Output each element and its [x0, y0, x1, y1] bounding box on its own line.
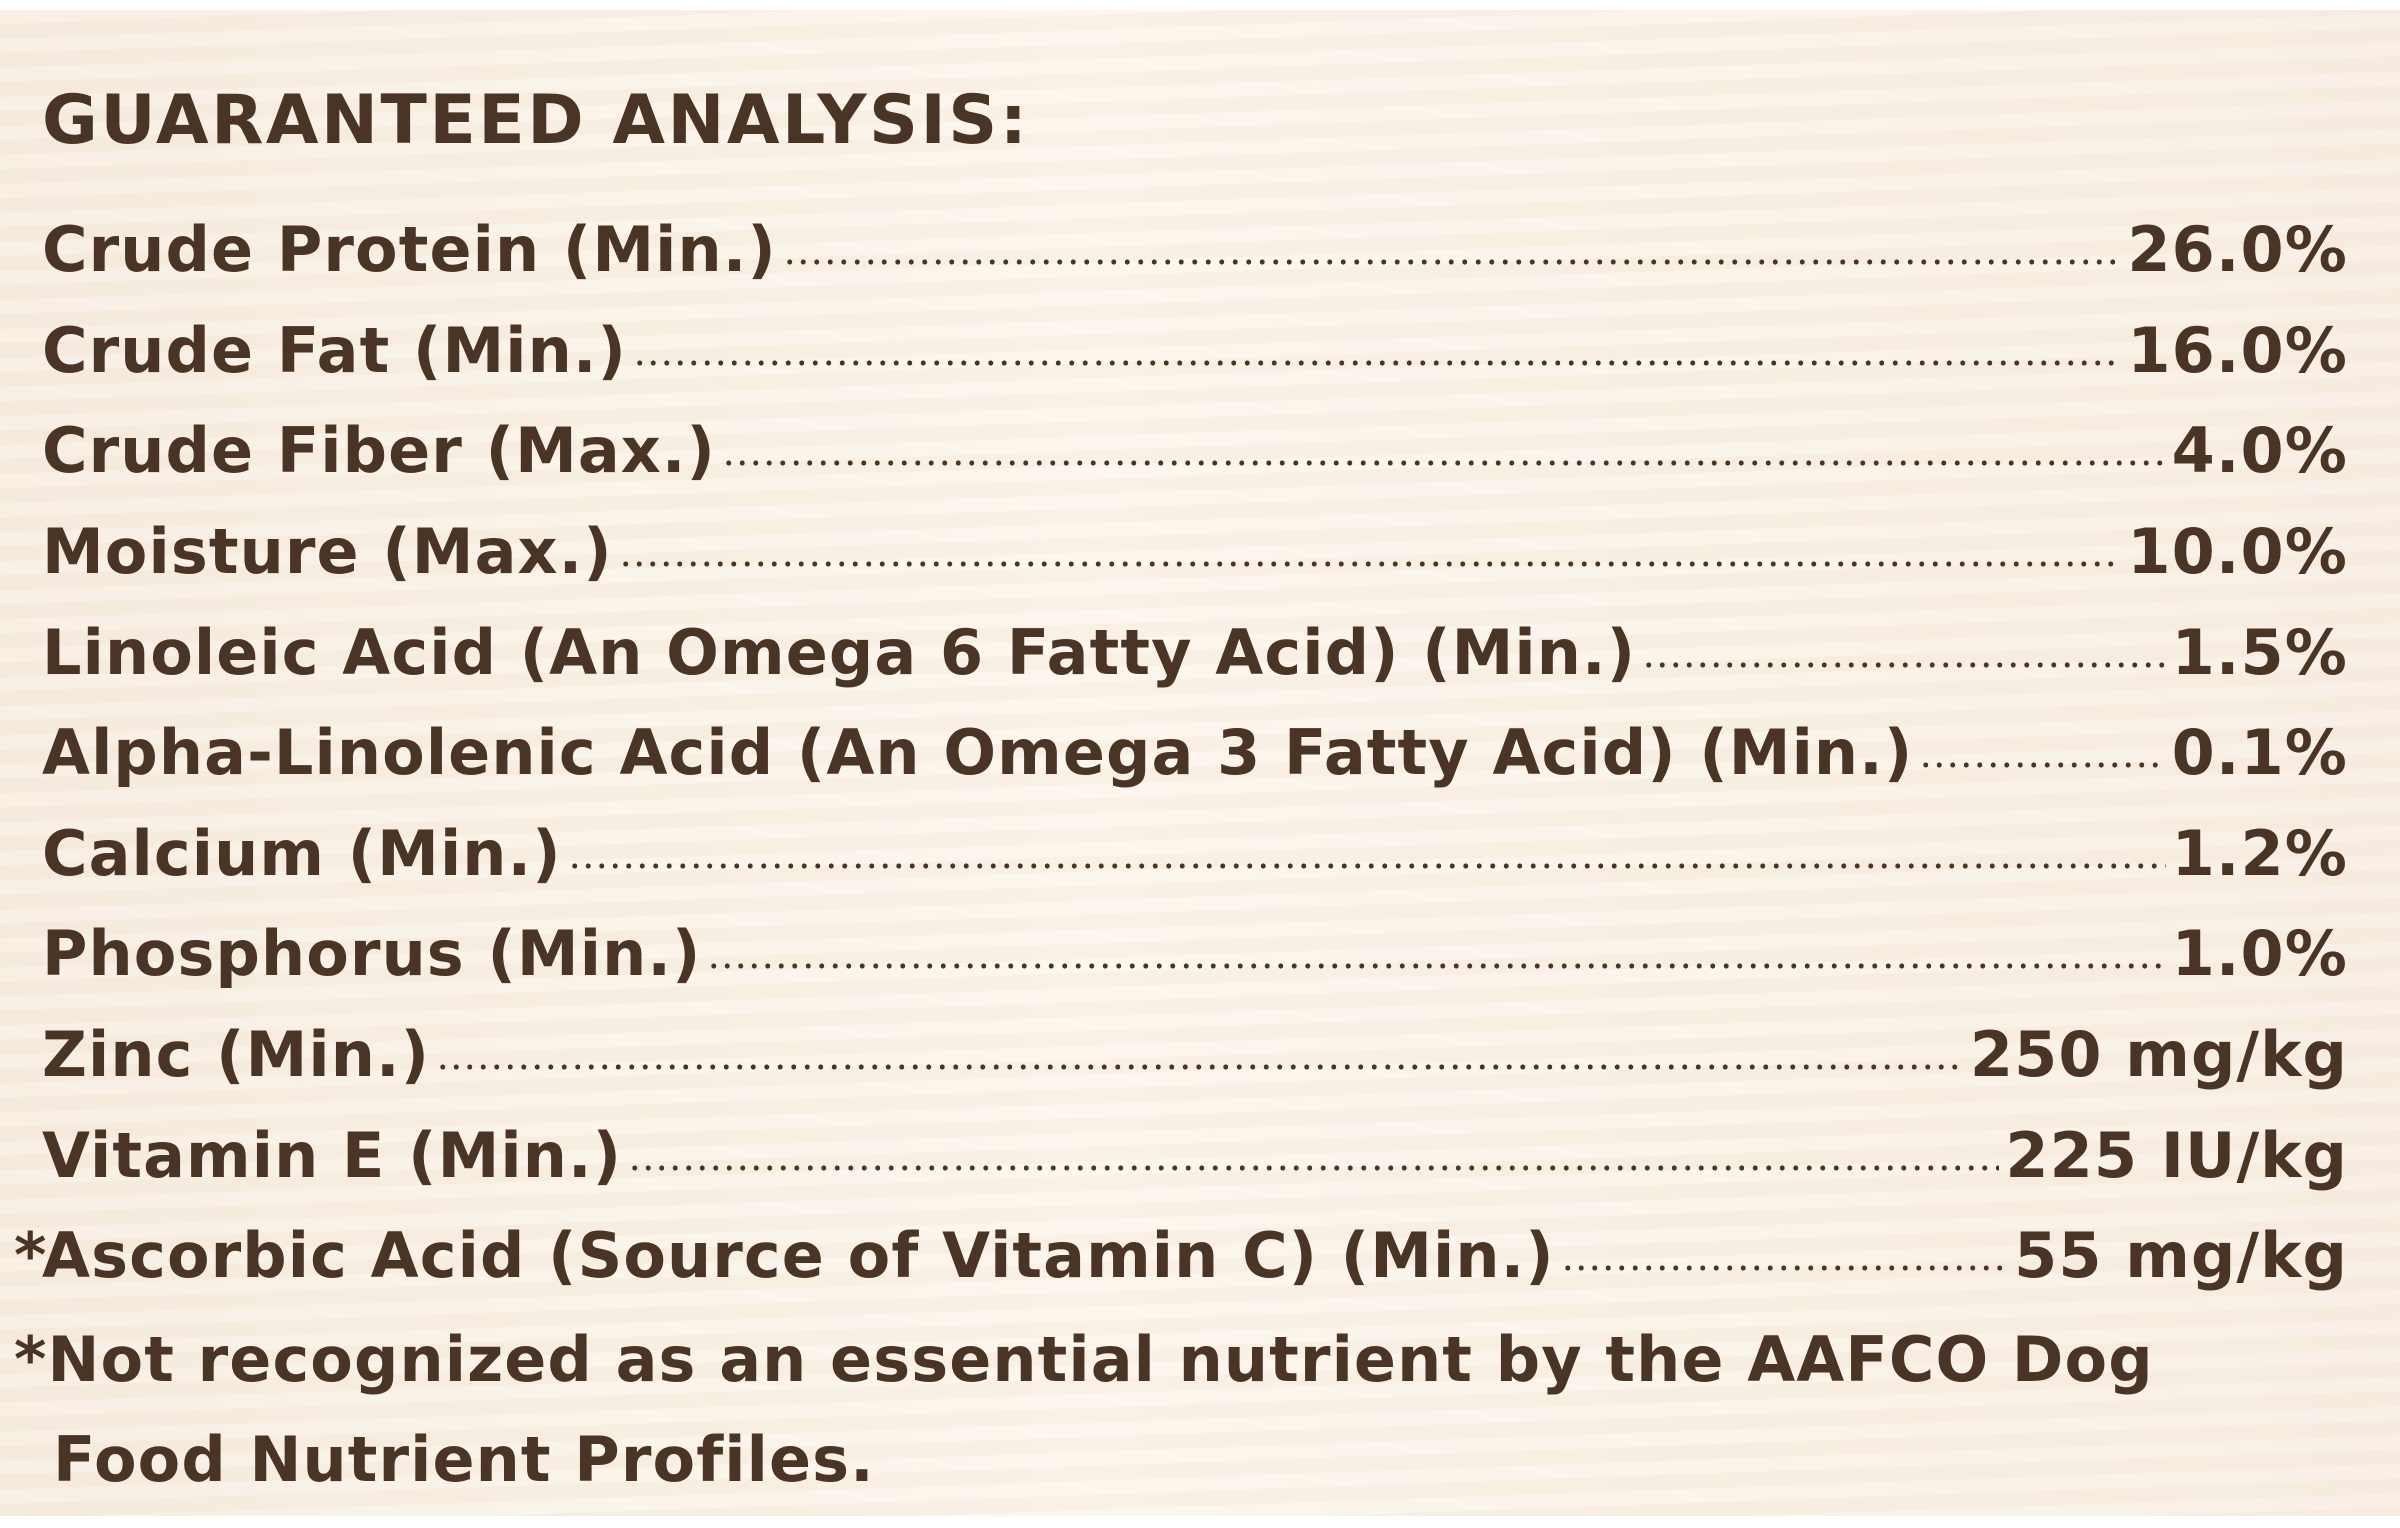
dot-leader: [568, 862, 2166, 870]
nutrient-label: [42, 313, 627, 387]
nutrient-label: [42, 213, 777, 287]
dot-leader: [1561, 1264, 2008, 1272]
nutrient-value: 16.0%: [2127, 313, 2348, 387]
dot-leader: [619, 560, 2122, 568]
analysis-row: [42, 703, 2348, 804]
analysis-row: [42, 602, 2348, 703]
nutrient-label: [42, 716, 1914, 790]
nutrient-name: Calcium (Min.): [42, 816, 562, 890]
nutrient-value: 0.1%: [2171, 716, 2348, 790]
dot-leader: [1642, 661, 2166, 669]
analysis-table: [14, 200, 2348, 1307]
guaranteed-analysis-panel: [0, 10, 2400, 1516]
nutrient-label: [42, 1018, 431, 1092]
analysis-row: [42, 502, 2348, 603]
dot-leader: [783, 258, 2122, 266]
nutrient-value: 10.0%: [2127, 515, 2348, 589]
dot-leader: [633, 359, 2121, 367]
nutrient-value: 4.0%: [2171, 414, 2348, 488]
section-title: GUARANTEED ANALYSIS:: [42, 81, 1030, 160]
nutrient-label: [42, 1118, 623, 1192]
nutrient-value: 250 mg/kg: [1969, 1018, 2348, 1092]
nutrient-name: Moisture (Max.): [42, 515, 613, 589]
analysis-row: [42, 301, 2348, 402]
nutrient-value: 1.0%: [2171, 917, 2348, 991]
nutrient-label: [42, 414, 716, 488]
nutrient-name: Ascorbic Acid (Source of Vitamin C) (Min.): [42, 1219, 1555, 1293]
dot-leader: [722, 459, 2166, 467]
analysis-row: [42, 904, 2348, 1005]
analysis-row: [42, 1105, 2348, 1206]
nutrient-value: 225 IU/kg: [2005, 1118, 2348, 1192]
aafco-footnote: [14, 1310, 2314, 1510]
analysis-row: [42, 1005, 2348, 1106]
nutrient-value: 1.5%: [2171, 615, 2348, 689]
footnote-line: *Not recognized as an essential nutrient by the AAFCO Dog: [14, 1323, 2154, 1396]
nutrient-value: 26.0%: [2127, 213, 2348, 287]
nutrient-name: Crude Protein (Min.): [42, 213, 777, 287]
dot-leader: [1919, 761, 2165, 769]
nutrient-name: Linoleic Acid (An Omega 6 Fatty Acid) (Min.): [42, 615, 1637, 689]
nutrient-name: Vitamin E (Min.): [42, 1118, 623, 1192]
nutrient-label: [42, 917, 702, 991]
analysis-row: [42, 401, 2348, 502]
dot-leader: [707, 962, 2165, 970]
nutrient-name: Zinc (Min.): [42, 1018, 431, 1092]
nutrient-name: Crude Fiber (Max.): [42, 414, 716, 488]
analysis-row: [14, 1206, 2348, 1307]
nutrient-name: Phosphorus (Min.): [42, 917, 702, 991]
nutrient-label: [42, 615, 1637, 689]
footnote-marker: *: [14, 1219, 48, 1293]
footnote-line: Food Nutrient Profiles.: [53, 1423, 875, 1496]
nutrient-name: Crude Fat (Min.): [42, 313, 627, 387]
nutrient-label: [42, 515, 613, 589]
nutrient-label: [14, 1219, 1555, 1293]
nutrient-name: Alpha-Linolenic Acid (An Omega 3 Fatty Acid) (Min.): [42, 716, 1914, 790]
nutrient-value: 55 mg/kg: [2014, 1219, 2348, 1293]
nutrient-label: [42, 816, 562, 890]
analysis-row: [42, 200, 2348, 301]
nutrient-value: 1.2%: [2171, 816, 2348, 890]
dot-leader: [436, 1063, 1964, 1071]
dot-leader: [628, 1164, 1999, 1172]
analysis-row: [42, 804, 2348, 905]
